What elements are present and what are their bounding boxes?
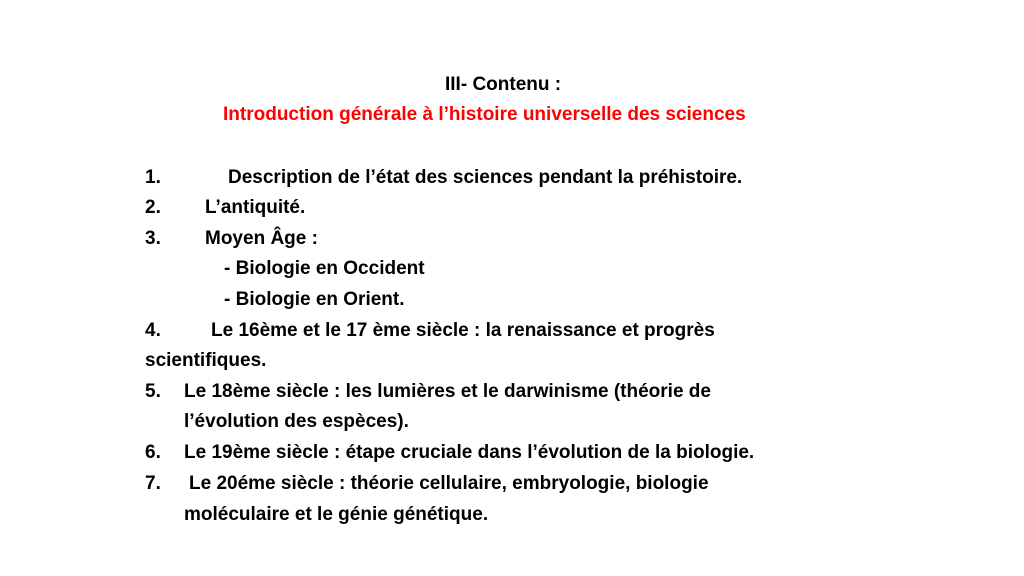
sub-item-text: - Biologie en Occident [224,258,425,279]
list-item-number: 2. [145,197,161,218]
list-item-continuation: scientifiques. [145,350,267,371]
list-item-text: Le 16ème et le 17 ème siècle : la renaissance et progrès [211,320,715,341]
list-item-number: 5. [145,381,161,402]
list-item-number: 1. [145,167,161,188]
list-item-number: 6. [145,442,161,463]
list-item-number: 7. [145,473,161,494]
list-item-text: L’antiquité. [205,197,306,218]
list-item-number: 4. [145,320,161,341]
list-item-text: Le 19ème siècle : étape cruciale dans l’évolution de la biologie. [184,442,755,463]
list-item-text: Moyen Âge : [205,228,318,249]
list-item-text: Le 18ème siècle : les lumières et le darwinisme (théorie de [184,381,711,402]
sub-item-text: - Biologie en Orient. [224,289,405,310]
list-item-continuation: l’évolution des espèces). [184,411,409,432]
list-item-text: Description de l’état des sciences pendant la préhistoire. [228,167,743,188]
section-title: III- Contenu : [445,74,562,95]
list-item-number: 3. [145,228,161,249]
list-item-text: Le 20éme siècle : théorie cellulaire, embryologie, biologie [189,473,709,494]
section-subtitle: Introduction générale à l’histoire universelle des sciences [223,104,746,125]
list-item-continuation: moléculaire et le génie génétique. [184,504,489,525]
